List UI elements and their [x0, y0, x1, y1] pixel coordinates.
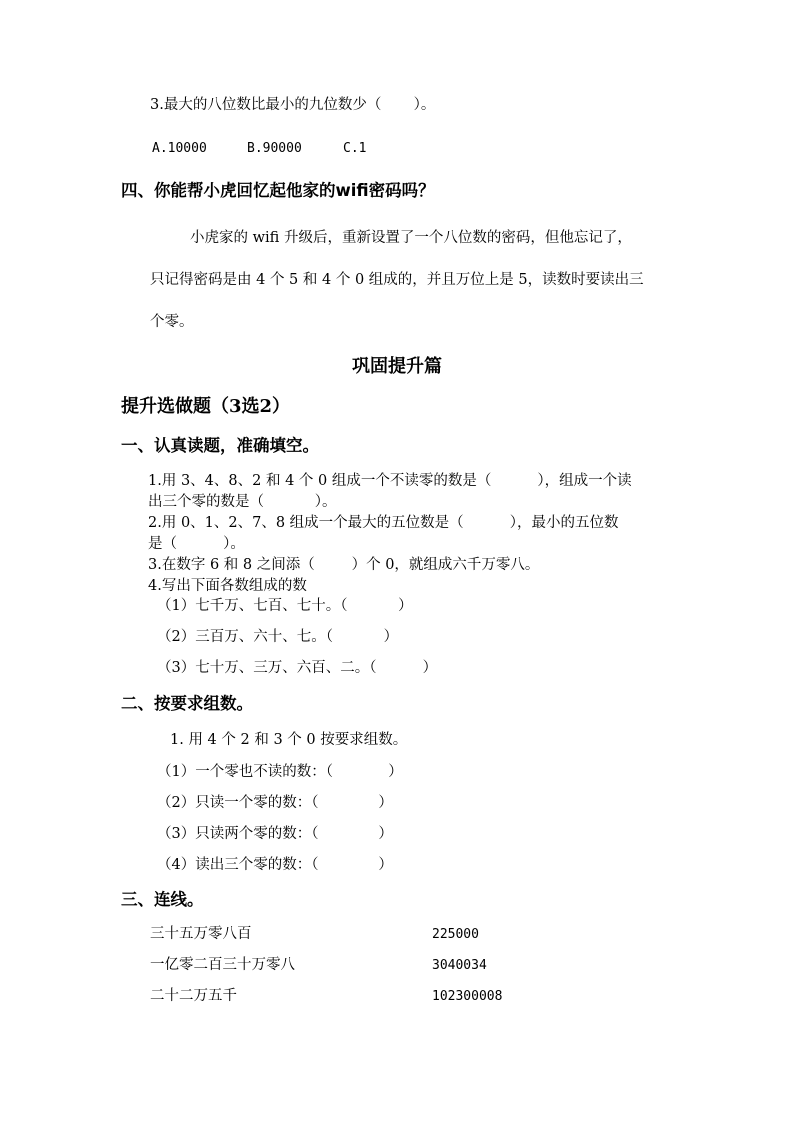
match-left-item: 一亿零二百三十万零八: [150, 957, 295, 973]
match-heading: 三、连线。: [121, 890, 204, 909]
fill-line: 2.用 0、1、2、7、8 组成一个最大的五位数是（ ），最小的五位数: [148, 515, 619, 531]
fill-sub-item: （3）七十万、三万、六百、二。（ ）: [157, 660, 438, 676]
match-left-item: 三十五万零八百: [150, 926, 252, 942]
fill-heading: 一、认真读题，准确填空。: [121, 436, 319, 455]
fill-line: 4.写出下面各数组成的数: [148, 578, 307, 594]
fill-sub-item: （2）三百万、六十、七。（ ）: [157, 629, 399, 645]
part-title: 巩固提升篇: [352, 356, 442, 377]
select-title: 提升选做题（3选2）: [121, 396, 291, 417]
option-c: C.1: [343, 141, 367, 156]
fill-line: 是（ ）。: [148, 536, 245, 552]
section-4-heading: 四、你能帮小虎回忆起他家的wifi密码吗？: [121, 181, 435, 200]
match-right-item: 102300008: [432, 989, 503, 1004]
compose-item: （1）一个零也不读的数：（ ）: [157, 764, 403, 780]
option-a: A.10000: [152, 141, 207, 156]
fill-sub-item: （1）七千万、七百、七十。（ ）: [157, 598, 413, 614]
compose-item: （4）读出三个零的数：（ ）: [157, 857, 393, 873]
compose-heading: 二、按要求组数。: [121, 694, 253, 713]
compose-item: （2）只读一个零的数：（ ）: [157, 795, 393, 811]
fill-line: 3.在数字 6 和 8 之间添（ ）个 0，就组成六千万零八。: [148, 557, 540, 573]
compose-item: （3）只读两个零的数：（ ）: [157, 826, 393, 842]
match-right-item: 225000: [432, 927, 479, 942]
compose-intro: 1. 用 4 个 2 和 3 个 0 按要求组数。: [170, 732, 408, 748]
match-right-item: 3040034: [432, 958, 487, 973]
paragraph-line: 小虎家的 wifi 升级后，重新设置了一个八位数的密码，但他忘记了，: [190, 230, 632, 246]
match-left-item: 二十二万五千: [150, 988, 237, 1004]
question-3: 3.最大的八位数比最小的九位数少（ ）。: [150, 97, 436, 113]
option-b: B.90000: [247, 141, 302, 156]
paragraph-line: 只记得密码是由 4 个 5 和 4 个 0 组成的，并且万位上是 5，读数时要读出三: [150, 272, 644, 288]
paragraph-line: 个零。: [150, 314, 194, 330]
fill-line: 1.用 3、4、8、2 和 4 个 0 组成一个不读零的数是（ ），组成一个读: [148, 473, 632, 489]
fill-line: 出三个零的数是（ ）。: [148, 494, 337, 510]
